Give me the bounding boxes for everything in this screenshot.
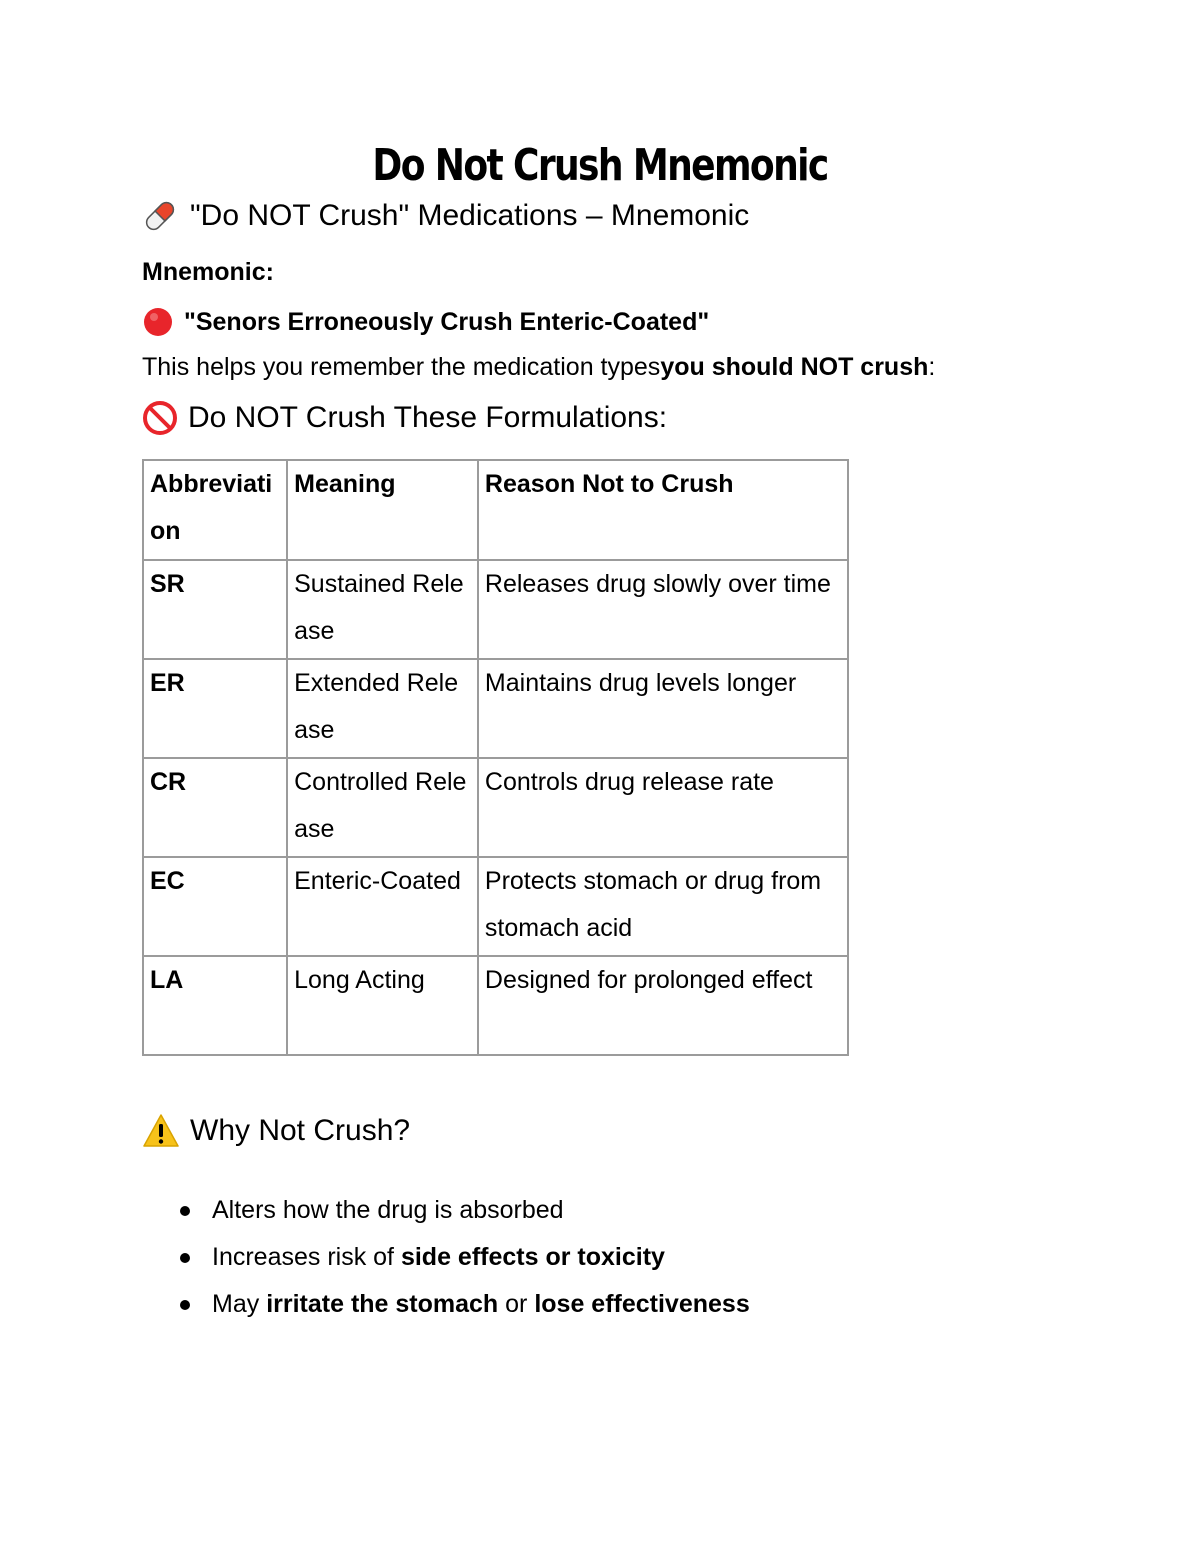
list-item [142, 1187, 750, 1234]
cell-meaning: Controlled Release [287, 758, 478, 857]
cell-reason: Designed for prolonged effect [478, 956, 848, 1055]
cell-abbreviation: LA [143, 956, 287, 1055]
red-circle-icon [142, 306, 174, 338]
table-row [143, 659, 848, 758]
table-row [143, 560, 848, 659]
no-entry-icon [142, 400, 178, 436]
header-meaning: Meaning [287, 460, 478, 560]
cell-reason: Protects stomach or drug from stomach acid [478, 857, 848, 956]
list-item [142, 1281, 750, 1328]
table-row [143, 758, 848, 857]
cell-meaning: Extended Release [287, 659, 478, 758]
medications-heading-text: "Do NOT Crush" Medications – Mnemonic [190, 199, 750, 232]
reason-bold: lose effectiveness [534, 1290, 750, 1318]
formulations-table [142, 459, 849, 1056]
helps-end: : [928, 353, 936, 381]
cell-reason: Controls drug release rate [478, 758, 848, 857]
document-title: Do Not Crush Mnemonic [372, 140, 828, 191]
header-abbreviation: Abbreviation [143, 460, 287, 560]
mnemonic-phrase-line [142, 306, 709, 338]
reason-text: May [212, 1290, 267, 1318]
cell-abbreviation: EC [143, 857, 287, 956]
cell-meaning: Long Acting [287, 956, 478, 1055]
mnemonic-label: Mnemonic: [142, 258, 274, 286]
reason-text: Alters how the drug is absorbed [212, 1196, 564, 1224]
medications-heading [142, 198, 749, 234]
reasons-list [142, 1187, 750, 1328]
helps-bold: you should NOT crush [660, 353, 929, 381]
cell-meaning: Sustained Release [287, 560, 478, 659]
helps-text: This helps you remember the medication types [142, 353, 661, 381]
reason-text: or [498, 1290, 535, 1318]
reason-bold: irritate the stomach [266, 1290, 499, 1318]
table-header-row [143, 460, 848, 560]
why-heading [142, 1113, 410, 1149]
formulations-heading [142, 400, 667, 436]
table-row [143, 857, 848, 956]
helps-sentence [142, 353, 935, 382]
formulations-heading-text: Do NOT Crush These Formulations: [188, 401, 668, 434]
why-heading-text: Why Not Crush? [190, 1114, 411, 1147]
cell-abbreviation: ER [143, 659, 287, 758]
cell-abbreviation: SR [143, 560, 287, 659]
reason-bold: side effects or toxicity [400, 1243, 665, 1271]
pill-icon [142, 198, 178, 234]
cell-reason: Releases drug slowly over time [478, 560, 848, 659]
list-item [142, 1234, 750, 1281]
header-reason: Reason Not to Crush [478, 460, 848, 560]
reason-text: Increases risk of [212, 1243, 401, 1271]
cell-meaning: Enteric-Coated [287, 857, 478, 956]
cell-abbreviation: CR [143, 758, 287, 857]
mnemonic-phrase: "Senors Erroneously Crush Enteric-Coated" [184, 307, 710, 336]
table-row [143, 956, 848, 1055]
warning-icon [142, 1113, 180, 1149]
cell-reason: Maintains drug levels longer [478, 659, 848, 758]
